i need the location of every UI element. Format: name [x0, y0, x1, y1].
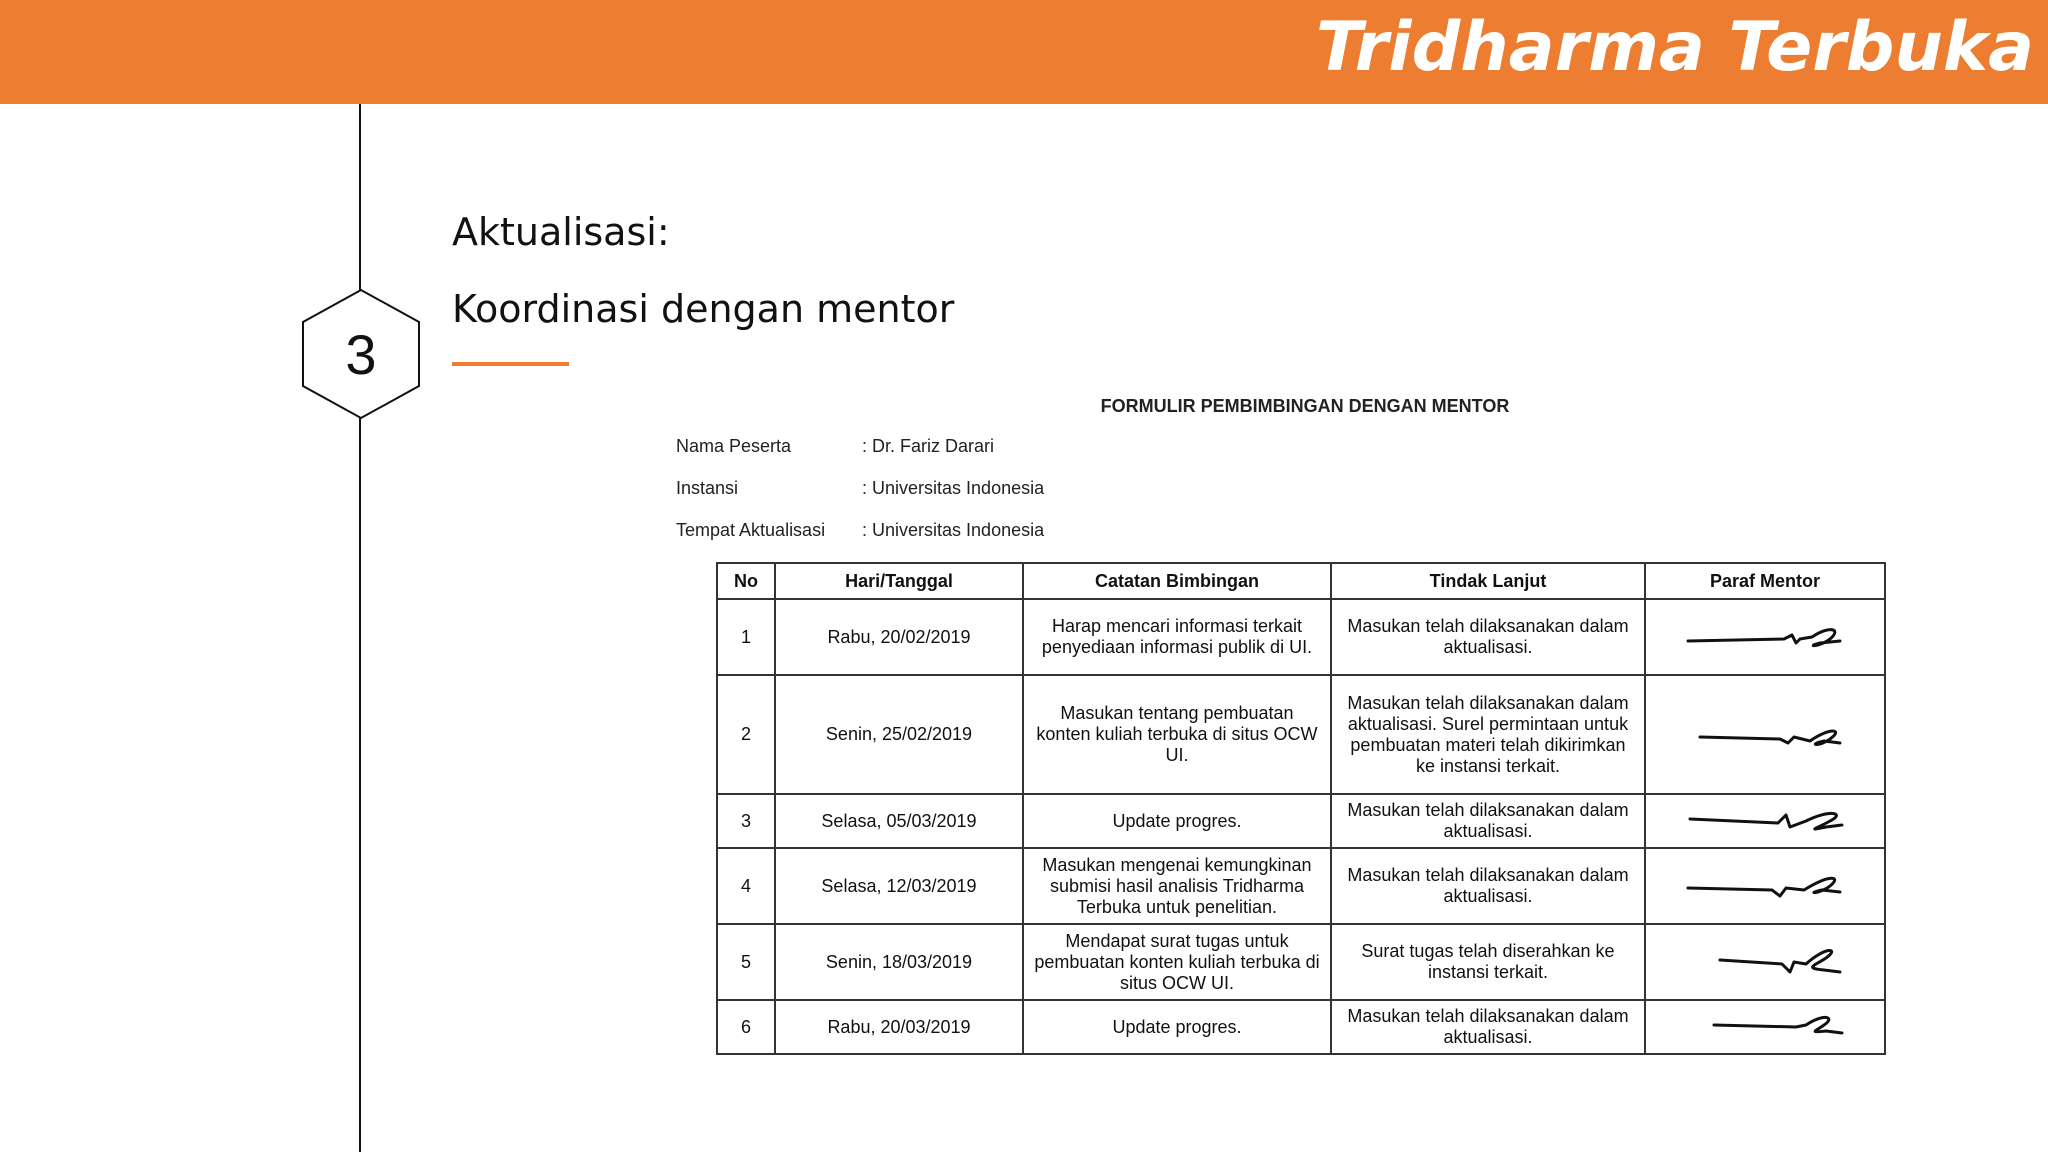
cell-date: Senin, 25/02/2019 — [775, 675, 1023, 794]
step-number: 3 — [345, 322, 377, 386]
table-row — [717, 848, 1885, 924]
table-row — [717, 599, 1885, 675]
col-header-follow: Tindak Lanjut — [1331, 563, 1645, 599]
col-header-date: Hari/Tanggal — [775, 563, 1023, 599]
cell-follow: Masukan telah dilaksanakan dalam aktualisasi. — [1331, 848, 1645, 924]
meta-location — [676, 520, 1044, 541]
meta-value: : Dr. Fariz Darari — [862, 436, 994, 456]
cell-no: 4 — [717, 848, 775, 924]
timeline-line — [359, 104, 361, 1152]
table-row — [717, 794, 1885, 848]
cell-signature — [1645, 794, 1885, 848]
signature-icon — [1680, 866, 1850, 906]
cell-note: Masukan mengenai kemungkinan submisi hasil analisis Tridharma Terbuka untuk penelitian. — [1023, 848, 1331, 924]
table-header-row — [717, 563, 1885, 599]
cell-follow: Masukan telah dilaksanakan dalam aktualisasi. Surel permintaan untuk pembuatan materi telah dikirimkan ke instansi terkait. — [1331, 675, 1645, 794]
form-title: FORMULIR PEMBIMBINGAN DENGAN MENTOR — [1100, 396, 1510, 416]
signature-icon — [1680, 715, 1850, 755]
cell-no: 5 — [717, 924, 775, 1000]
cell-follow: Masukan telah dilaksanakan dalam aktualisasi. — [1331, 599, 1645, 675]
cell-note: Mendapat surat tugas untuk pembuatan konten kuliah terbuka di situs OCW UI. — [1023, 924, 1331, 1000]
cell-signature — [1645, 924, 1885, 1000]
cell-follow: Surat tugas telah diserahkan ke instansi terkait. — [1331, 924, 1645, 1000]
cell-date: Senin, 18/03/2019 — [775, 924, 1023, 1000]
cell-signature — [1645, 675, 1885, 794]
cell-no: 3 — [717, 794, 775, 848]
cell-note: Masukan tentang pembuatan konten kuliah terbuka di situs OCW UI. — [1023, 675, 1331, 794]
cell-no: 2 — [717, 675, 775, 794]
cell-note: Update progres. — [1023, 1000, 1331, 1054]
cell-note: Harap mencari informasi terkait penyediaan informasi publik di UI. — [1023, 599, 1331, 675]
col-header-signature: Paraf Mentor — [1645, 563, 1885, 599]
col-header-note: Catatan Bimbingan — [1023, 563, 1331, 599]
signature-icon — [1680, 942, 1850, 982]
col-header-no: No — [717, 563, 775, 599]
cell-signature — [1645, 599, 1885, 675]
cell-no: 6 — [717, 1000, 775, 1054]
meta-value: : Universitas Indonesia — [862, 520, 1044, 540]
accent-divider — [452, 362, 569, 366]
mentor-table — [716, 562, 1886, 1055]
table-row — [717, 924, 1885, 1000]
signature-icon — [1680, 1007, 1850, 1047]
cell-note: Update progres. — [1023, 794, 1331, 848]
cell-no: 1 — [717, 599, 775, 675]
cell-date: Selasa, 05/03/2019 — [775, 794, 1023, 848]
meta-label: Tempat Aktualisasi — [676, 520, 826, 540]
cell-date: Rabu, 20/02/2019 — [775, 599, 1023, 675]
cell-signature — [1645, 848, 1885, 924]
header-bar — [0, 0, 2048, 104]
meta-label: Nama Peserta — [676, 436, 792, 456]
cell-follow: Masukan telah dilaksanakan dalam aktualisasi. — [1331, 794, 1645, 848]
signature-icon — [1680, 801, 1850, 841]
meta-participant — [676, 436, 994, 457]
section-subheading: Koordinasi dengan mentor — [452, 287, 955, 331]
cell-date: Rabu, 20/03/2019 — [775, 1000, 1023, 1054]
mentor-form-scan — [660, 390, 1900, 1070]
table-row — [717, 675, 1885, 794]
table-row — [717, 1000, 1885, 1054]
cell-date: Selasa, 12/03/2019 — [775, 848, 1023, 924]
meta-value: : Universitas Indonesia — [862, 478, 1044, 498]
cell-signature — [1645, 1000, 1885, 1054]
cell-follow: Masukan telah dilaksanakan dalam aktualisasi. — [1331, 1000, 1645, 1054]
section-heading: Aktualisasi: — [452, 210, 670, 254]
brand-title: Tridharma Terbuka — [1315, 8, 2034, 87]
signature-icon — [1680, 617, 1850, 657]
meta-institution — [676, 478, 1044, 499]
meta-label: Instansi — [676, 478, 739, 498]
